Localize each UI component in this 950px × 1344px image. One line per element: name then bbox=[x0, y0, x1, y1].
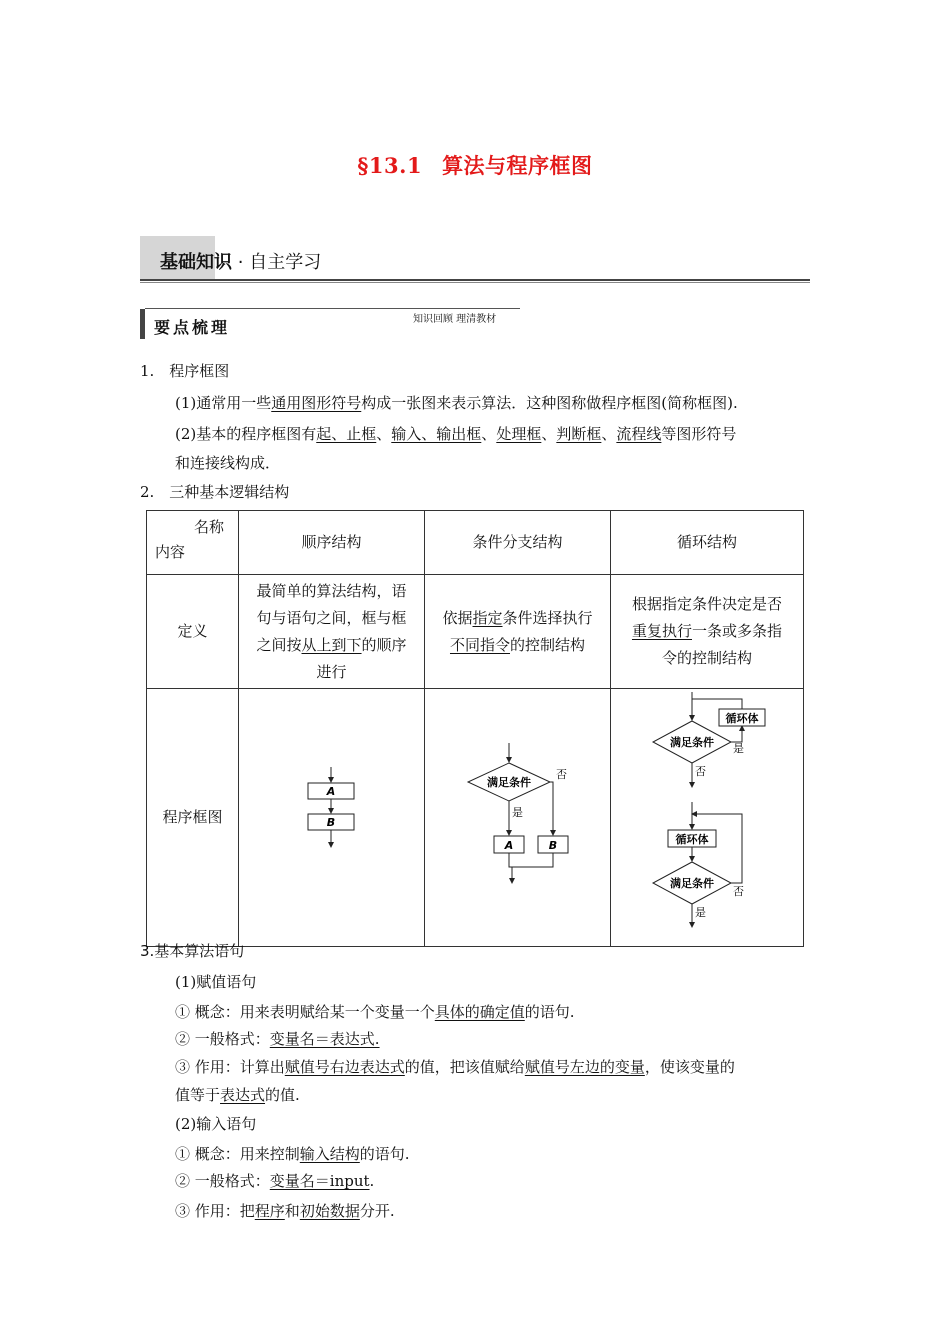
chart-loop-cell bbox=[611, 689, 804, 947]
loop2-body-label: 循环体 bbox=[675, 833, 708, 846]
item3-heading: 3.基本算法语句 bbox=[140, 942, 245, 960]
header-seq: 顺序结构 bbox=[239, 511, 425, 575]
section-title: 算法与程序框图 bbox=[442, 153, 593, 178]
banner-rest: 自主学习 bbox=[249, 252, 322, 273]
subsection-rule bbox=[145, 308, 520, 309]
cond-yes-label: 是 bbox=[511, 806, 523, 819]
cond-no-label: 否 bbox=[555, 768, 567, 781]
cond-box-b-label: B bbox=[548, 839, 557, 852]
logic-structures-table bbox=[146, 510, 804, 947]
loop1-no-label: 否 bbox=[694, 765, 706, 778]
seq-box-b-label: B bbox=[326, 816, 335, 829]
subsection-bar bbox=[140, 309, 145, 339]
loop1-body-label: 循环体 bbox=[725, 712, 758, 725]
cond-box-a-label: A bbox=[504, 839, 513, 852]
item1-heading: 1. 程序框图 bbox=[140, 362, 230, 380]
sequence-flowchart bbox=[240, 689, 424, 937]
row-chart-label: 程序框图 bbox=[147, 689, 239, 947]
loop2-no-label: 否 bbox=[732, 885, 744, 898]
def-seq: 最简单的算法结构，语 句与语句之间，框与框 之间按从上到下的顺序 进行 bbox=[239, 575, 425, 689]
corner-bottom-label: 内容 bbox=[155, 543, 186, 561]
banner-rule bbox=[140, 279, 810, 281]
item1-p1: (1)通常用一些通用图形符号构成一张图来表示算法．这种图称做程序框图(简称框图). bbox=[175, 394, 738, 412]
item3-s2-line1: ① 概念：用来控制输入结构的语句. bbox=[175, 1145, 410, 1163]
branch-flowchart bbox=[426, 689, 610, 937]
banner-text bbox=[160, 248, 321, 274]
section-banner bbox=[140, 236, 810, 282]
banner-dot: · bbox=[237, 252, 244, 273]
item3-s1-title: (1)赋值语句 bbox=[175, 973, 257, 991]
section-number: §13.1 bbox=[357, 153, 423, 178]
subsection-label: 要点梳理 bbox=[154, 318, 231, 337]
loop2-diamond-label: 满足条件 bbox=[669, 877, 714, 890]
row-def-label: 定义 bbox=[147, 575, 239, 689]
cond-diamond-label: 满足条件 bbox=[486, 776, 531, 789]
subsection-header bbox=[140, 305, 520, 341]
def-cond: 依据指定条件选择执行 不同指令的控制结构 bbox=[425, 575, 611, 689]
item3-s1-line4: 值等于表达式的值. bbox=[175, 1086, 300, 1104]
item1-p2: (2)基本的程序框图有起、止框、输入、输出框、处理框、判断框、流程线等图形符号 bbox=[175, 425, 737, 443]
chart-cond-cell bbox=[425, 689, 611, 947]
header-cond: 条件分支结构 bbox=[425, 511, 611, 575]
loop-flowcharts bbox=[612, 689, 803, 937]
item1-p2-cont: 和连接线构成． bbox=[175, 454, 281, 472]
page-title bbox=[0, 150, 950, 180]
item3-s1-line1: ① 概念：用来表明赋给某一个变量一个具体的确定值的语句. bbox=[175, 1003, 575, 1021]
loop1-yes-label: 是 bbox=[732, 742, 744, 755]
chart-seq-cell bbox=[239, 689, 425, 947]
item3-s1-line2: ② 一般格式：变量名＝表达式. bbox=[175, 1030, 380, 1048]
loop2-yes-label: 是 bbox=[694, 906, 706, 919]
table-corner-cell bbox=[147, 511, 239, 575]
item3-s2-line3: ③ 作用：把程序和初始数据分开. bbox=[175, 1202, 395, 1220]
subsection-note: 知识回顾 理清教材 bbox=[413, 314, 497, 325]
banner-bold: 基础知识 bbox=[160, 252, 232, 273]
header-loop: 循环结构 bbox=[611, 511, 804, 575]
item2-heading: 2. 三种基本逻辑结构 bbox=[140, 483, 290, 501]
item3-s1-line3: ③ 作用：计算出赋值号右边表达式的值，把该值赋给赋值号左边的变量，使该变量的 bbox=[175, 1058, 735, 1076]
item3-s2-title: (2)输入语句 bbox=[175, 1115, 257, 1133]
seq-box-a-label: A bbox=[326, 785, 335, 798]
item3-s2-line2: ② 一般格式：变量名＝input. bbox=[175, 1172, 375, 1190]
def-loop: 根据指定条件决定是否 重复执行一条或多条指 令的控制结构 bbox=[611, 575, 804, 689]
corner-top-label: 名称 bbox=[194, 518, 225, 536]
loop1-diamond-label: 满足条件 bbox=[669, 736, 714, 749]
banner-rule-thin bbox=[140, 282, 810, 283]
